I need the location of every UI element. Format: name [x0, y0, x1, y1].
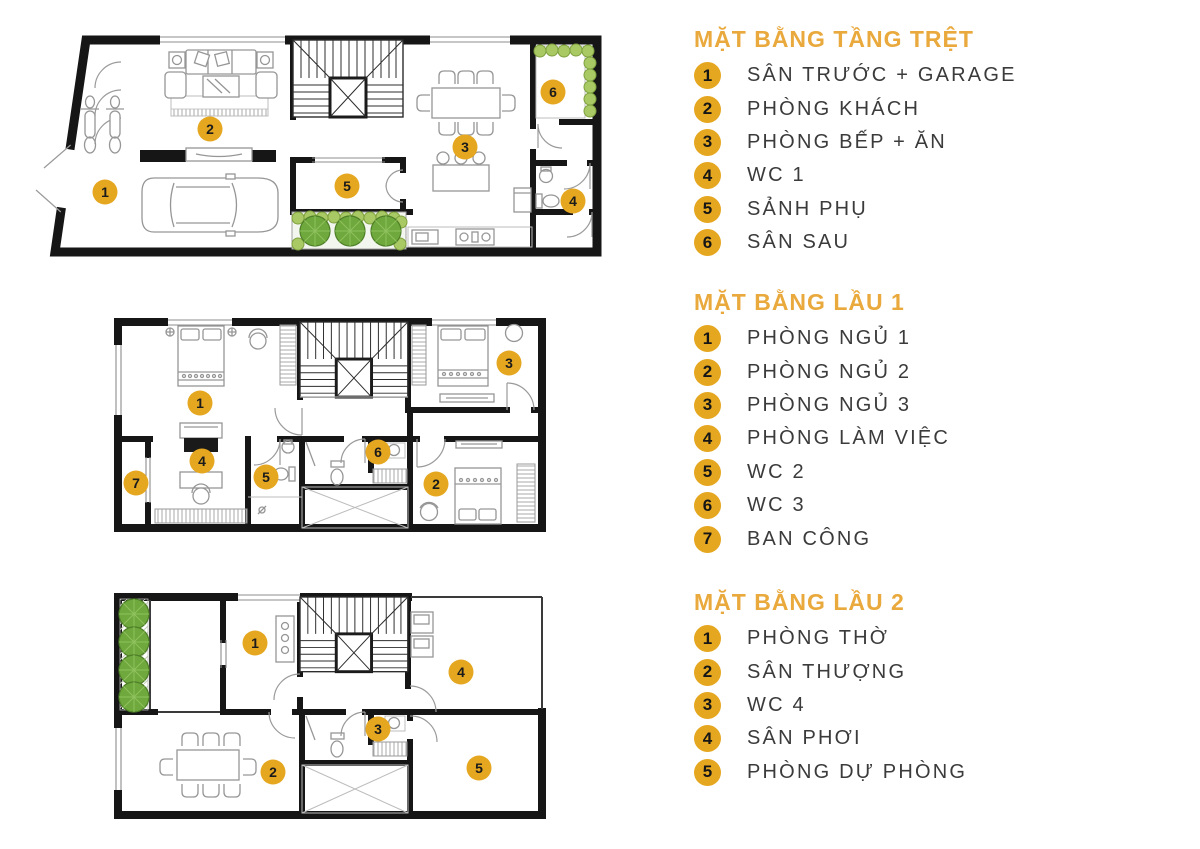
legend-item-label: WC 4 [747, 693, 806, 716]
plan-badge [497, 351, 522, 376]
legend-item [694, 226, 1114, 259]
planter-trees-icon [292, 211, 407, 250]
stair-void [302, 765, 408, 813]
svg-text:3: 3 [374, 721, 382, 737]
svg-text:5: 5 [262, 469, 270, 485]
wc4-fixtures [306, 716, 407, 757]
legend-item-number: 4 [694, 425, 721, 452]
car-icon [142, 174, 278, 236]
legend-item-label: PHÒNG KHÁCH [747, 97, 921, 120]
legend-item-label: WC 3 [747, 494, 806, 517]
svg-text:4: 4 [457, 664, 465, 680]
legend-item-number: 4 [694, 725, 721, 752]
svg-text:2: 2 [269, 764, 277, 780]
legend-item-label: PHÒNG LÀM VIỆC [747, 427, 951, 450]
terrace-table-icon [160, 733, 256, 797]
wardrobe-icon [155, 509, 247, 523]
altar-icon [276, 616, 294, 662]
legend-item-number: 5 [694, 759, 721, 786]
svg-text:1: 1 [101, 184, 109, 200]
plan-badge [561, 189, 586, 214]
plan-badge [467, 756, 492, 781]
legend-item [694, 193, 1114, 226]
plan-badge [366, 717, 391, 742]
door-arcs [269, 674, 437, 742]
left-trees-icon [119, 599, 149, 712]
staircase [300, 322, 408, 397]
legend-item [694, 126, 1114, 159]
legend-ground-floor [694, 26, 1114, 259]
staircase [300, 597, 408, 672]
floor2-plan [113, 592, 542, 815]
wc1-fixtures [536, 167, 559, 208]
plan-badge [93, 180, 118, 205]
plan-badge [449, 660, 474, 685]
plan-badge [424, 472, 449, 497]
legend-item-number: 2 [694, 359, 721, 386]
svg-text:5: 5 [343, 178, 351, 194]
svg-text:5: 5 [475, 760, 483, 776]
motorbike-icon [81, 96, 124, 153]
plan-badge [541, 80, 566, 105]
legend-item-label: SẢNH PHỤ [747, 197, 868, 220]
legend-item [694, 489, 1114, 522]
legend-item-label: SÂN PHƠI [747, 727, 862, 750]
legend-title: MẶT BẰNG TẦNG TRỆT [694, 26, 974, 52]
legend-item-number: 3 [694, 692, 721, 719]
legend-item-number: 5 [694, 196, 721, 223]
legend-item-label: PHÒNG BẾP + ĂN [747, 130, 947, 153]
svg-text:1: 1 [196, 395, 204, 411]
legend-item-number: 2 [694, 659, 721, 686]
legend-item [694, 389, 1114, 422]
stair-void [302, 487, 408, 528]
legend-item-number: 6 [694, 492, 721, 519]
plan-badge [254, 465, 279, 490]
legend-item [694, 322, 1114, 355]
sofa-set-icon [165, 50, 277, 116]
floor1-plan [113, 317, 542, 528]
legend-item-number: 3 [694, 392, 721, 419]
legend-item-label: BAN CÔNG [747, 527, 872, 550]
legend-floor2 [694, 589, 1114, 789]
legend-item-label: PHÒNG NGỦ 3 [747, 393, 912, 416]
legend-item-number: 7 [694, 526, 721, 553]
legend-item [694, 522, 1114, 555]
legend-item-number: 1 [694, 325, 721, 352]
svg-text:2: 2 [432, 476, 440, 492]
tv-cabinet-icon [186, 148, 252, 161]
washer-icon [411, 612, 433, 657]
svg-text:6: 6 [374, 444, 382, 460]
legend-item [694, 722, 1114, 755]
plan-badge [198, 117, 223, 142]
legend-item-number: 1 [694, 625, 721, 652]
legend-title: MẶT BẰNG LẦU 1 [694, 289, 905, 315]
legend-item-number: 6 [694, 229, 721, 256]
wardrobe-icon [280, 325, 296, 385]
svg-text:2: 2 [206, 121, 214, 137]
legend-item-number: 5 [694, 459, 721, 486]
legend-floor1 [694, 289, 1114, 556]
svg-text:1: 1 [251, 635, 259, 651]
legend-item [694, 59, 1114, 92]
bed-icon [178, 326, 224, 386]
legend-item-label: WC 2 [747, 460, 806, 483]
svg-text:3: 3 [505, 355, 513, 371]
legend-item-label: PHÒNG NGỦ 1 [747, 327, 912, 350]
plan-badge [124, 471, 149, 496]
legend-item [694, 92, 1114, 125]
plan-badge [243, 631, 268, 656]
legend-item-label: SÂN THƯỢNG [747, 660, 907, 683]
legend-item [694, 756, 1114, 789]
plan-badge [453, 135, 478, 160]
armchair-icon [249, 329, 267, 349]
backyard-trees-icon [534, 44, 596, 118]
legend-title: MẶT BẰNG LẦU 2 [694, 589, 905, 615]
legend-item-label: PHÒNG NGỦ 2 [747, 360, 912, 383]
staircase [293, 40, 403, 117]
legend-item [694, 355, 1114, 388]
legend-item-number: 4 [694, 162, 721, 189]
legend-item-label: SÂN TRƯỚC + GARAGE [747, 64, 1017, 87]
legend-item [694, 689, 1114, 722]
legend-item-label: WC 1 [747, 164, 806, 187]
wc3-fixtures [306, 442, 407, 485]
plan-badge [190, 449, 215, 474]
svg-text:6: 6 [549, 84, 557, 100]
svg-text:4: 4 [569, 193, 577, 209]
plan-badge [188, 391, 213, 416]
plan-badge [335, 174, 360, 199]
kitchen-counter-icon [408, 188, 532, 247]
legend-item [694, 159, 1114, 192]
legend-item-number: 3 [694, 129, 721, 156]
svg-text:7: 7 [132, 475, 140, 491]
dining-table-icon [417, 71, 515, 135]
legend-item [694, 422, 1114, 455]
svg-text:4: 4 [198, 453, 206, 469]
legend-item [694, 456, 1114, 489]
legend-item [694, 622, 1114, 655]
ground-floor-plan [36, 34, 597, 252]
legend-item-number: 1 [694, 62, 721, 89]
legend-item [694, 655, 1114, 688]
plan-badge [366, 440, 391, 465]
legend-item-label: PHÒNG DỰ PHÒNG [747, 760, 968, 783]
legend-item-label: SÂN SAU [747, 231, 851, 254]
legend-item-number: 2 [694, 96, 721, 123]
plan-badge [261, 760, 286, 785]
svg-text:3: 3 [461, 139, 469, 155]
legend-item-label: PHÒNG THỜ [747, 627, 890, 650]
